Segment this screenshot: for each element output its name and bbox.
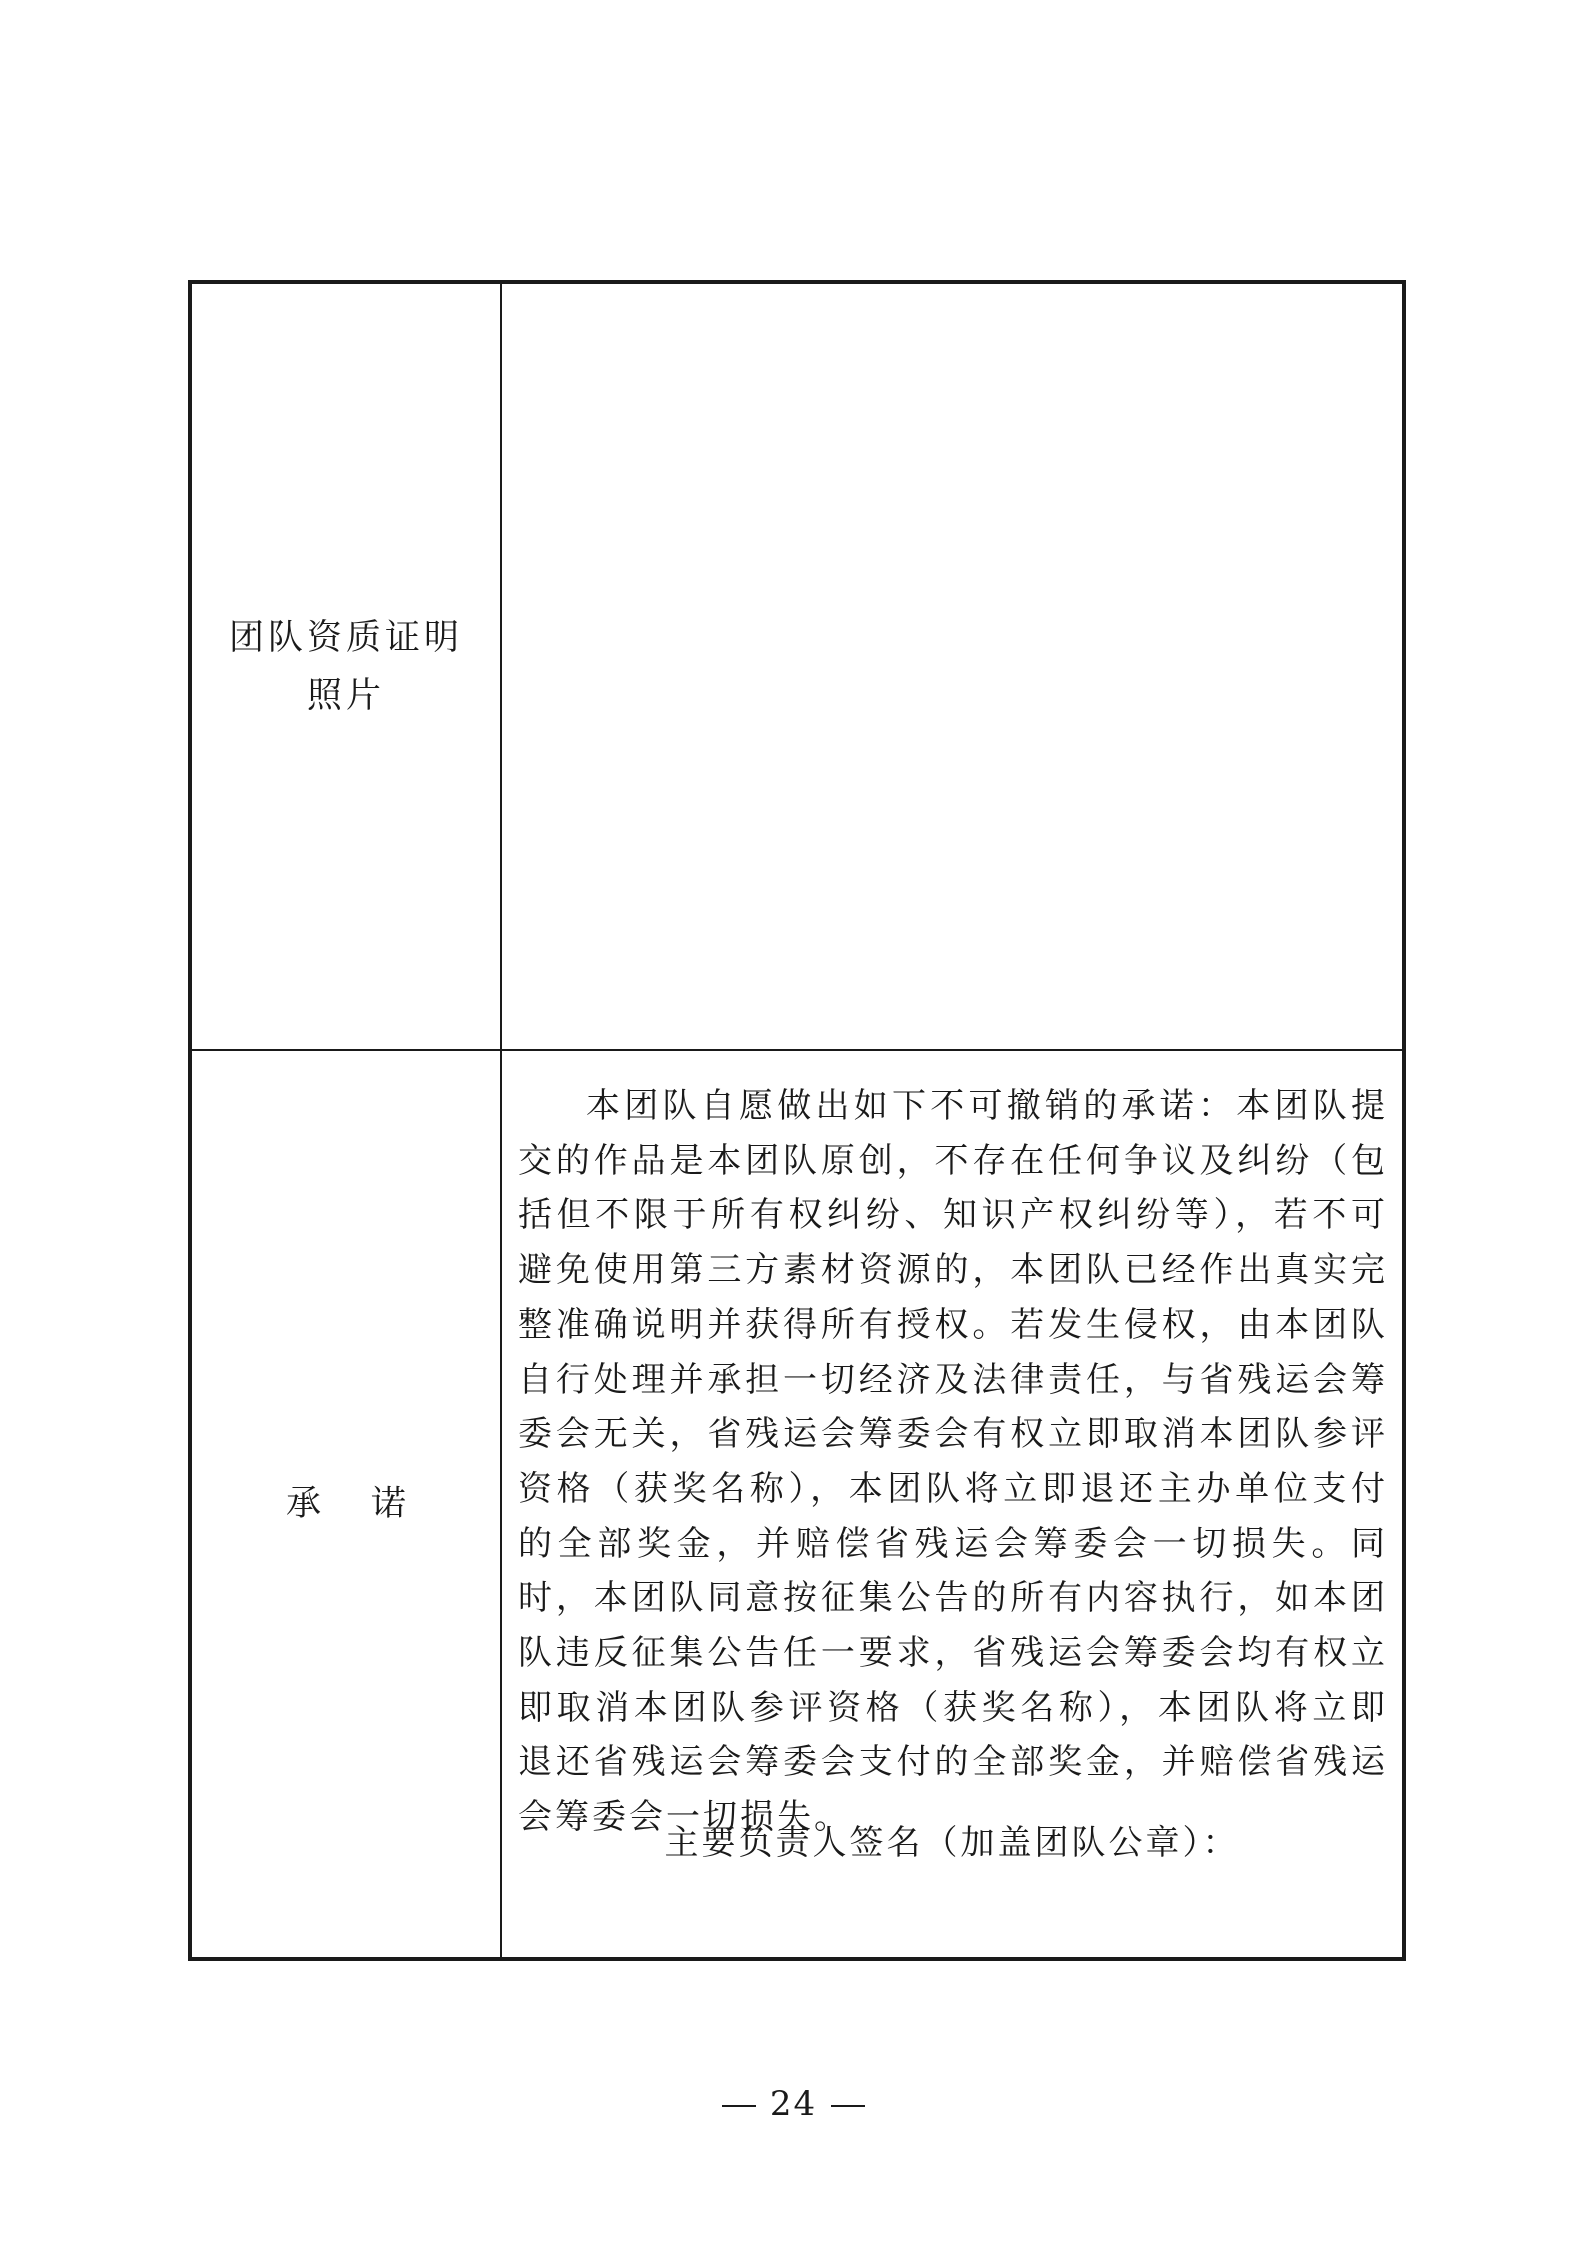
signature-line[interactable]: 主要负责人签名（加盖团队公章）： xyxy=(664,1823,1240,1863)
team-qualification-label-line2: 照片 xyxy=(306,675,385,716)
page-footer xyxy=(0,2084,1587,2124)
team-qualification-row xyxy=(190,282,1404,1050)
promise-content-cell xyxy=(501,1050,1404,1959)
team-qualification-label-line1: 团队资质证明 xyxy=(228,617,463,658)
promise-label-cell xyxy=(190,1050,501,1959)
application-form-table xyxy=(188,280,1406,1961)
promise-label: 承诺 xyxy=(285,1484,456,1524)
team-qualification-photo-area[interactable] xyxy=(501,282,1404,1050)
team-qualification-label-cell xyxy=(190,282,501,1050)
page-number-left-dash xyxy=(722,2105,756,2107)
page-number: 24 xyxy=(769,2084,818,2124)
promise-row xyxy=(190,1050,1404,1959)
promise-paragraph: 本团队自愿做出如下不可撤销的承诺：本团队提交的作品是本团队原创，不存在任何争议及纠纷（包括但不限于所有权纠纷、知识产权纠纷等），若不可避免使用第三方素材资源的，本团队已经作出真实完整准确说明并获得所有授权。若发生侵权，由本团队自行处理并承担一切经济及法律责任，与省残运会筹委会无关，省残运会筹委会有权立即取消本团队参评资格（获奖名称），本团队将立即退还主办单位支付的全部奖金，并赔偿省残运会筹委会一切损失。同时，本团队同意按征集公告的所有内容执行，如本团队违反征集公告任一要求，省残运会筹委会均有权立即取消本团队参评资格（获奖名称），本团队将立即退还省残运会筹委会支付的全部奖金，并赔偿省残运会筹委会一切损失。 xyxy=(518,1086,1388,1838)
page-number-right-dash xyxy=(831,2105,865,2107)
